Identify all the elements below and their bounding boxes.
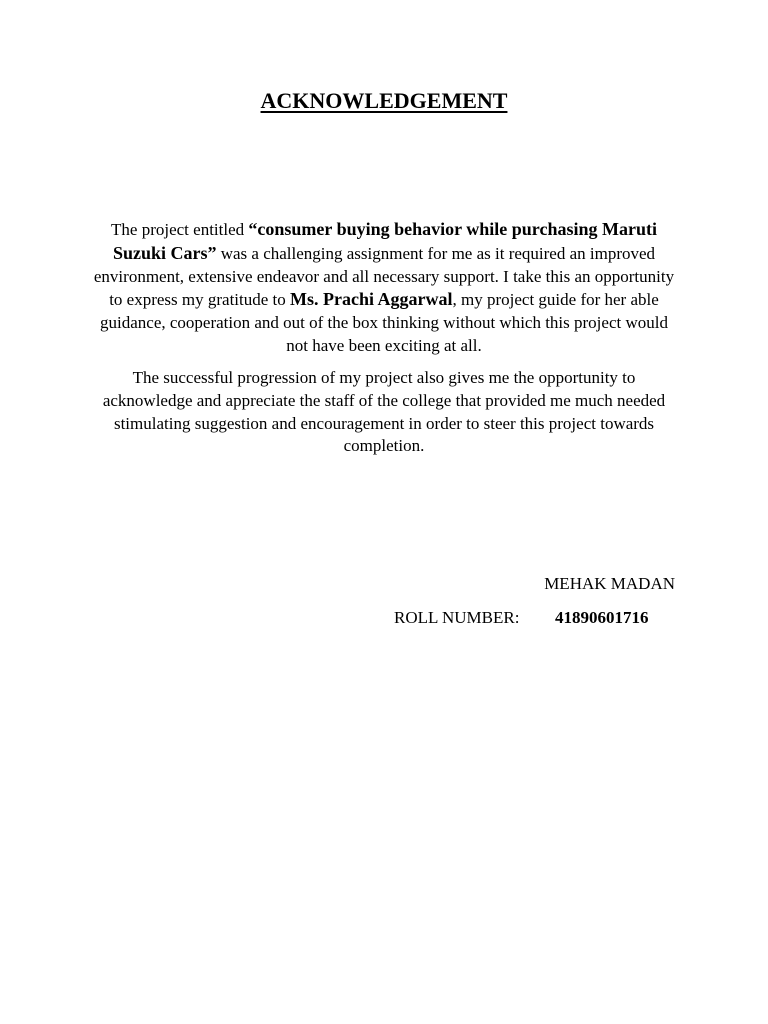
- guide-name: Ms. Prachi Aggarwal: [290, 289, 453, 310]
- roll-number-row: [394, 607, 649, 629]
- page-title: [0, 86, 768, 116]
- page-title-text: ACKNOWLEDGEMENT: [260, 88, 508, 113]
- acknowledgement-paragraph-2: The successful progression of my project also gives me the opportunity to acknowledge and appreciate the staff of the college that provided me much needed stimulating suggestion and encouragement in order to steer this project towards completion.: [102, 368, 666, 456]
- signer-name: MEHAK MADAN: [544, 574, 675, 593]
- project-title: “consumer buying behavior while purchasing Maruti Suzuki Cars”: [112, 219, 657, 263]
- roll-number-value: 41890601716: [555, 608, 649, 627]
- paragraph-1-lead: The project entitled: [111, 220, 249, 239]
- acknowledgement-paragraph-1: [90, 218, 678, 358]
- roll-number-label: ROLL NUMBER:: [394, 608, 520, 627]
- paragraph-1-tail: , my project guide for her able guidance, cooperation and out of the box thinking without which this project would not have been exciting at all.: [100, 290, 668, 355]
- paragraph-1-middle: was a challenging assignment for me as it required an improved environment, extensive endeavor and all necessary support. I take this an opportunity to express my gratitude to: [93, 243, 675, 310]
